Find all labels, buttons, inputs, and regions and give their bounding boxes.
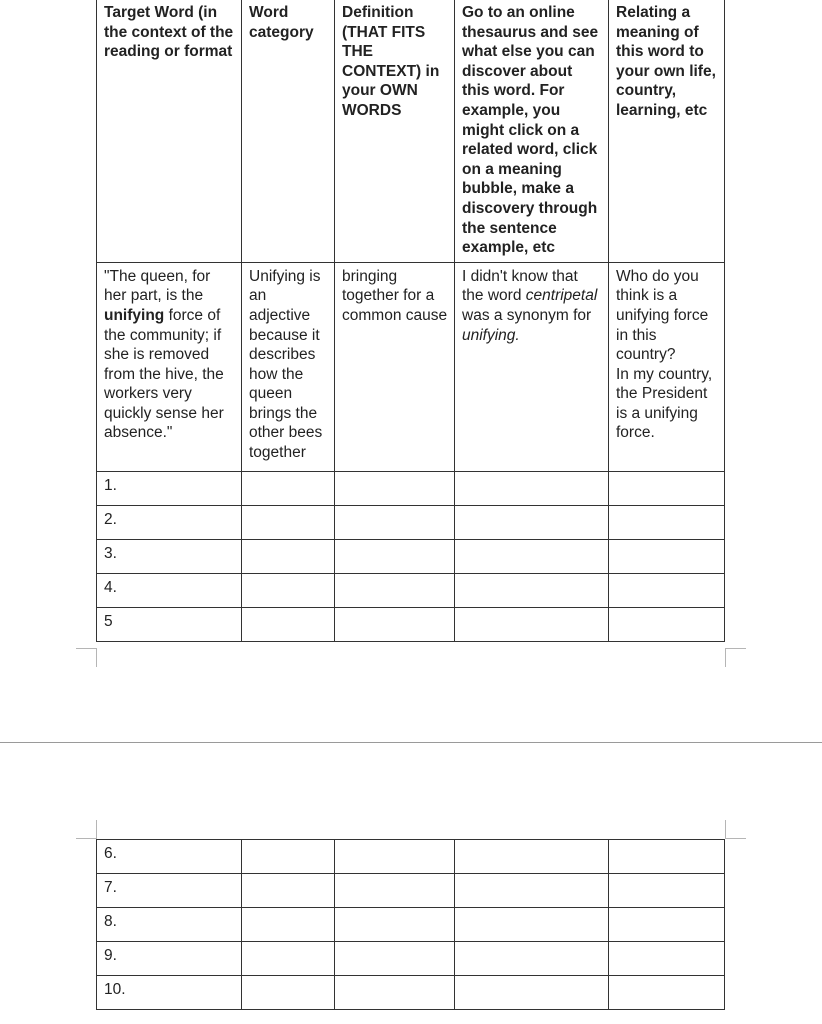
cell[interactable]: [242, 942, 335, 976]
cell[interactable]: [609, 976, 725, 1010]
cell[interactable]: [335, 942, 455, 976]
example-relating: Who do you think is a unifying force in this country? In my country, the President is a unifying force.: [609, 262, 725, 471]
header-definition: Definition (THAT FITS THE CONTEXT) in your OWN WORDS: [335, 0, 455, 262]
cell[interactable]: [455, 505, 609, 539]
cell[interactable]: [335, 976, 455, 1010]
cell[interactable]: [455, 607, 609, 641]
page-corner-mark: [76, 648, 97, 667]
row-number[interactable]: 2.: [97, 505, 242, 539]
row-number[interactable]: 9.: [97, 942, 242, 976]
cell[interactable]: [609, 539, 725, 573]
vocab-table-page-2: [96, 839, 725, 1010]
header-thesaurus: Go to an online thesaurus and see what else you can discover about this word. For example, you might click on a related word, click on a meaning bubble, make a discovery through the sentence example, etc: [455, 0, 609, 262]
table-row: [97, 874, 725, 908]
header-relating: Relating a meaning of this word to your own life, country, learning, etc: [609, 0, 725, 262]
cell[interactable]: [455, 840, 609, 874]
table-row: [97, 976, 725, 1010]
row-number[interactable]: 6.: [97, 840, 242, 874]
example-thesaurus: I didn't know that the word centripetal was a synonym for unifying.: [455, 262, 609, 471]
cell[interactable]: [242, 840, 335, 874]
cell[interactable]: [242, 607, 335, 641]
cell[interactable]: [609, 573, 725, 607]
cell[interactable]: [455, 874, 609, 908]
table-row: [97, 607, 725, 641]
example-definition: bringing together for a common cause: [335, 262, 455, 471]
header-word-category: Word category: [242, 0, 335, 262]
cell[interactable]: [242, 908, 335, 942]
table-row: [97, 573, 725, 607]
cell[interactable]: [242, 573, 335, 607]
cell[interactable]: [335, 874, 455, 908]
table-row: [97, 539, 725, 573]
cell[interactable]: [609, 908, 725, 942]
cell[interactable]: [455, 942, 609, 976]
cell[interactable]: [335, 607, 455, 641]
cell[interactable]: [242, 471, 335, 505]
row-number[interactable]: 7.: [97, 874, 242, 908]
cell[interactable]: [335, 471, 455, 505]
example-target-word: "The queen, for her part, is the unifying force of the community; if she is removed from the hive, the workers very quickly sense her absence.": [97, 262, 242, 471]
cell[interactable]: [609, 942, 725, 976]
cell[interactable]: [455, 539, 609, 573]
cell[interactable]: [335, 539, 455, 573]
cell[interactable]: [242, 874, 335, 908]
cell[interactable]: [609, 607, 725, 641]
header-row: [97, 0, 725, 262]
cell[interactable]: [335, 505, 455, 539]
page-break-line: [0, 742, 822, 743]
cell[interactable]: [609, 874, 725, 908]
table-row: [97, 471, 725, 505]
cell[interactable]: [455, 908, 609, 942]
row-number[interactable]: 4.: [97, 573, 242, 607]
cell[interactable]: [242, 505, 335, 539]
page-corner-mark: [76, 820, 97, 839]
cell[interactable]: [242, 539, 335, 573]
row-number[interactable]: 1.: [97, 471, 242, 505]
cell[interactable]: [335, 908, 455, 942]
table-row: [97, 840, 725, 874]
table-row: [97, 942, 725, 976]
example-word-category: Unifying is an adjective because it describes how the queen brings the other bees together: [242, 262, 335, 471]
page-corner-mark: [725, 648, 746, 667]
page-corner-mark: [725, 820, 746, 839]
table-row: [97, 505, 725, 539]
cell[interactable]: [609, 471, 725, 505]
row-number[interactable]: 3.: [97, 539, 242, 573]
cell[interactable]: [455, 573, 609, 607]
row-number[interactable]: 8.: [97, 908, 242, 942]
cell[interactable]: [335, 573, 455, 607]
cell[interactable]: [609, 505, 725, 539]
cell[interactable]: [455, 976, 609, 1010]
example-row: [97, 262, 725, 471]
cell[interactable]: [242, 976, 335, 1010]
header-target-word: Target Word (in the context of the reading or format: [97, 0, 242, 262]
cell[interactable]: [609, 840, 725, 874]
vocab-table-page-1: [96, 0, 725, 642]
row-number[interactable]: 5: [97, 607, 242, 641]
row-number[interactable]: 10.: [97, 976, 242, 1010]
cell[interactable]: [335, 840, 455, 874]
cell[interactable]: [455, 471, 609, 505]
table-row: [97, 908, 725, 942]
